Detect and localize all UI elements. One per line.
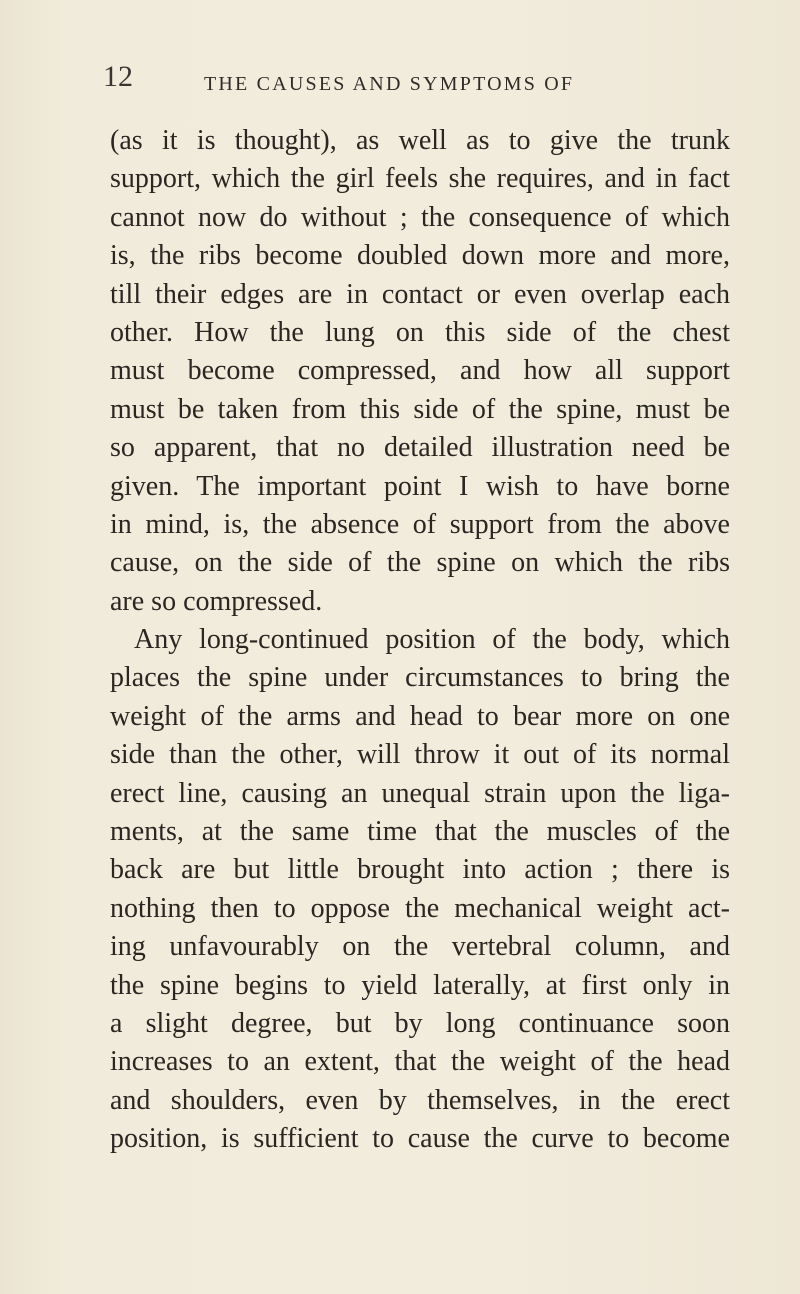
page-number: 12: [103, 60, 133, 93]
text-line: cause, on the side of the spine on which the ribs: [110, 547, 730, 579]
text-line: cannot now do without ; the consequence of which: [110, 201, 730, 233]
text-line: back are but little brought into action ; there is: [110, 854, 730, 886]
text-line: side than the other, will throw it out of its normal: [110, 739, 730, 771]
text-line: so apparent, that no detailed illustration need be: [110, 432, 730, 464]
text-line: till their edges are in contact or even overlap each: [110, 278, 730, 310]
text-line: increases to an extent, that the weight of the head: [110, 1046, 730, 1078]
text-line: and shoulders, even by themselves, in the erect: [110, 1084, 730, 1116]
text-line: support, which the girl feels she requires, and in fact: [110, 163, 730, 195]
text-line: position, is sufficient to cause the curve to become: [110, 1123, 730, 1155]
text-line: given. The important point I wish to have borne: [110, 470, 730, 502]
text-line: a slight degree, but by long continuance soon: [110, 1007, 730, 1039]
running-title: THE CAUSES AND SYMPTOMS OF: [204, 73, 575, 95]
text-line: ments, at the same time that the muscles of the: [110, 816, 730, 848]
text-line: other. How the lung on this side of the chest: [110, 316, 730, 348]
text-line: in mind, is, the absence of support from the above: [110, 508, 730, 540]
paragraph-start-line: Any long-continued position of the body, which: [134, 624, 730, 656]
text-line: must become compressed, and how all support: [110, 355, 730, 387]
text-line: (as it is thought), as well as to give the trunk: [110, 125, 730, 156]
text-line: the spine begins to yield laterally, at first only in: [110, 969, 730, 1001]
text-line: must be taken from this side of the spine, must be: [110, 393, 730, 425]
text-line: erect line, causing an unequal strain upon the liga-: [110, 777, 730, 809]
body-text: [110, 122, 730, 1159]
paragraph-end-line: are so compressed.: [110, 585, 323, 617]
text-line: ing unfavourably on the vertebral column, and: [110, 931, 730, 963]
text-line: places the spine under circumstances to bring the: [110, 662, 730, 694]
text-line: weight of the arms and head to bear more on one: [110, 700, 730, 732]
text-line: nothing then to oppose the mechanical weight act-: [110, 892, 730, 924]
running-header: [0, 62, 800, 102]
text-line: is, the ribs become doubled down more and more,: [110, 240, 730, 272]
